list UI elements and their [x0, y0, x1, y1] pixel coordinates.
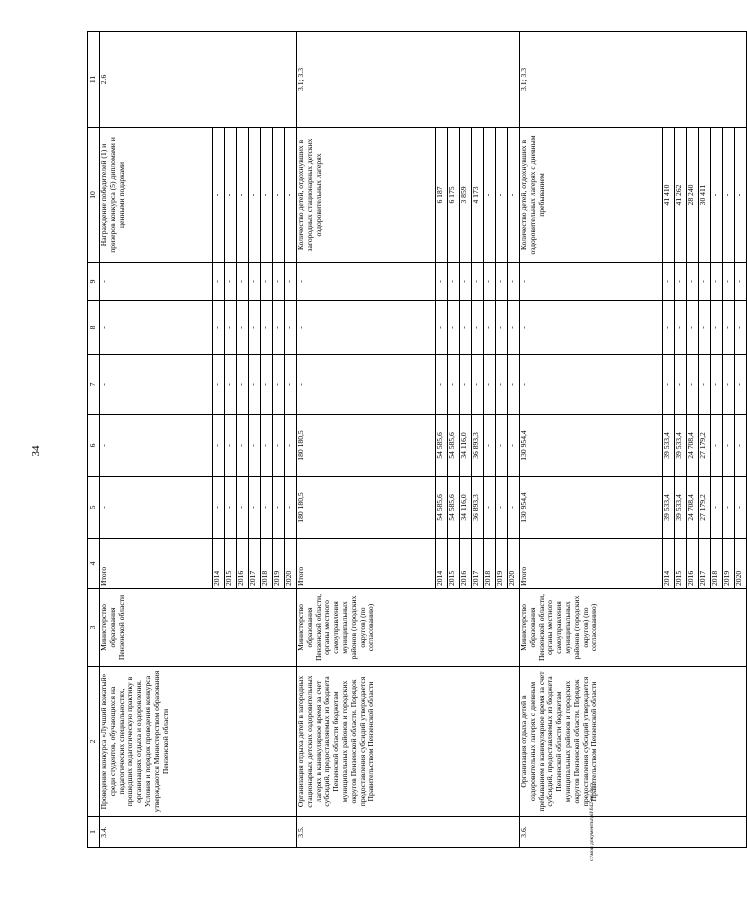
year-label: 2017 — [699, 539, 711, 589]
year-c8: - — [508, 301, 520, 355]
measure-row — [297, 32, 436, 848]
year-c8: - — [687, 301, 699, 355]
total-label: Итого — [100, 539, 213, 589]
year-c7: - — [663, 355, 675, 415]
column-number: 6 — [88, 415, 100, 477]
table-body — [88, 32, 747, 848]
year-c9: - — [436, 263, 448, 301]
year-c9: - — [484, 263, 496, 301]
year-c8: - — [285, 301, 297, 355]
year-label: 2014 — [436, 539, 448, 589]
year-c6: 34 116,0 — [460, 415, 472, 477]
year-c6: - — [249, 415, 261, 477]
year-c9: - — [273, 263, 285, 301]
year-c9: - — [496, 263, 508, 301]
year-c9: - — [261, 263, 273, 301]
year-label: 2015 — [448, 539, 460, 589]
year-c6: - — [496, 415, 508, 477]
year-c5: - — [711, 477, 723, 539]
year-c6: 54 585,6 — [448, 415, 460, 477]
total-c8: - — [520, 301, 663, 355]
year-c6: - — [508, 415, 520, 477]
year-c8: - — [237, 301, 249, 355]
year-c9: - — [699, 263, 711, 301]
year-c7: - — [261, 355, 273, 415]
year-c7: - — [213, 355, 225, 415]
year-label: 2019 — [273, 539, 285, 589]
year-c7: - — [687, 355, 699, 415]
year-c5: - — [213, 477, 225, 539]
year-c5: - — [496, 477, 508, 539]
year-c7: - — [285, 355, 297, 415]
year-c8: - — [735, 301, 747, 355]
year-c6: - — [273, 415, 285, 477]
year-c7: - — [237, 355, 249, 415]
year-c5: - — [508, 477, 520, 539]
year-c10: 41 410 — [663, 128, 675, 263]
column-number: 4 — [88, 539, 100, 589]
total-label: Итого — [297, 539, 436, 589]
column-number: 11 — [88, 32, 100, 128]
program-table — [87, 31, 747, 848]
year-label: 2016 — [237, 539, 249, 589]
year-c10: 6 175 — [448, 128, 460, 263]
year-c9: - — [663, 263, 675, 301]
goal-link: 3.1; 3.3 — [520, 32, 747, 128]
year-label: 2018 — [261, 539, 273, 589]
year-label: 2017 — [472, 539, 484, 589]
year-label: 2017 — [249, 539, 261, 589]
year-c10: 28 240 — [687, 128, 699, 263]
total-c5: 130 954,4 — [520, 477, 663, 539]
measure-row — [100, 32, 213, 848]
footer-file-path: c:\мои документы\pil\642-пп.docx — [589, 782, 595, 861]
year-c6: - — [711, 415, 723, 477]
year-c7: - — [448, 355, 460, 415]
year-c6: 27 179,2 — [699, 415, 711, 477]
year-c5: 39 533,4 — [675, 477, 687, 539]
total-c9: - — [297, 263, 436, 301]
year-label: 2015 — [225, 539, 237, 589]
column-number: 9 — [88, 263, 100, 301]
year-c6: 54 585,6 — [436, 415, 448, 477]
year-c7: - — [508, 355, 520, 415]
year-c6: - — [723, 415, 735, 477]
year-c5: 54 585,6 — [448, 477, 460, 539]
year-c9: - — [460, 263, 472, 301]
year-c10: - — [508, 128, 520, 263]
year-c10: - — [496, 128, 508, 263]
year-c7: - — [225, 355, 237, 415]
year-c10: - — [484, 128, 496, 263]
indicator-name: Награждение победителей (1) и призеров конкурса (5) дипломами и ценными подарками — [100, 128, 213, 263]
year-c7: - — [249, 355, 261, 415]
total-c9: - — [100, 263, 213, 301]
year-c6: 24 708,4 — [687, 415, 699, 477]
year-c5: - — [285, 477, 297, 539]
year-c10: - — [237, 128, 249, 263]
goal-link: 2.6 — [100, 32, 297, 128]
year-c5: 39 533,4 — [663, 477, 675, 539]
year-c5: 54 585,6 — [436, 477, 448, 539]
measure-name: Организация отдыха детей в загородных стационарных детских оздоровительных лагерях в каникулярное время за счет субсидий, предоставляемых из бюджета Пензенской области бюджетам муниципальных районов и городских округов Пензенской области. Порядок предоставления субсидий утверждается Правительством Пензенской области — [297, 667, 520, 817]
year-c6: 39 533,4 — [675, 415, 687, 477]
year-c8: - — [273, 301, 285, 355]
year-c10: 30 411 — [699, 128, 711, 263]
measure-executor: Министерство образования Пензенской области, органы местного самоуправления муниципальных районов (городских округов) (по согласованию) — [520, 589, 747, 667]
year-c7: - — [699, 355, 711, 415]
year-c7: - — [436, 355, 448, 415]
total-c6: 130 954,4 — [520, 415, 663, 477]
year-c10: 4 173 — [472, 128, 484, 263]
year-c7: - — [735, 355, 747, 415]
year-c10: 41 262 — [675, 128, 687, 263]
year-c10: - — [723, 128, 735, 263]
year-label: 2020 — [285, 539, 297, 589]
year-c9: - — [249, 263, 261, 301]
year-label: 2016 — [460, 539, 472, 589]
year-c7: - — [273, 355, 285, 415]
year-c9: - — [723, 263, 735, 301]
year-c6: 39 533,4 — [663, 415, 675, 477]
year-c7: - — [472, 355, 484, 415]
total-c6: 180 180,5 — [297, 415, 436, 477]
year-c5: - — [225, 477, 237, 539]
page-number: 34 — [30, 445, 42, 457]
year-c10: - — [735, 128, 747, 263]
year-c5: - — [249, 477, 261, 539]
year-label: 2020 — [735, 539, 747, 589]
measure-number: 3.5. — [297, 817, 520, 848]
year-c8: - — [675, 301, 687, 355]
year-c10: 6 187 — [436, 128, 448, 263]
year-c9: - — [735, 263, 747, 301]
goal-link: 3.1; 3.3 — [297, 32, 520, 128]
year-c7: - — [675, 355, 687, 415]
year-c5: - — [237, 477, 249, 539]
year-c5: 36 893,3 — [472, 477, 484, 539]
year-label: 2019 — [723, 539, 735, 589]
total-c9: - — [520, 263, 663, 301]
year-c5: - — [723, 477, 735, 539]
year-label: 2019 — [496, 539, 508, 589]
year-c8: - — [699, 301, 711, 355]
year-c9: - — [711, 263, 723, 301]
year-label: 2016 — [687, 539, 699, 589]
column-number: 2 — [88, 667, 100, 817]
column-number: 10 — [88, 128, 100, 263]
year-c7: - — [723, 355, 735, 415]
column-number: 8 — [88, 301, 100, 355]
year-label: 2014 — [663, 539, 675, 589]
year-c6: - — [484, 415, 496, 477]
year-c6: - — [285, 415, 297, 477]
year-c9: - — [508, 263, 520, 301]
total-c7: - — [520, 355, 663, 415]
year-c7: - — [460, 355, 472, 415]
year-c8: - — [484, 301, 496, 355]
year-c8: - — [436, 301, 448, 355]
year-c6: - — [213, 415, 225, 477]
year-c9: - — [213, 263, 225, 301]
year-c8: - — [723, 301, 735, 355]
year-label: 2020 — [508, 539, 520, 589]
measure-number: 3.4. — [100, 817, 297, 848]
year-c9: - — [237, 263, 249, 301]
year-label: 2014 — [213, 539, 225, 589]
year-c9: - — [675, 263, 687, 301]
year-c10: - — [273, 128, 285, 263]
year-c5: - — [735, 477, 747, 539]
year-c6: - — [261, 415, 273, 477]
year-c10: - — [249, 128, 261, 263]
measure-executor: Министерство образования Пензенской области, органы местного самоуправления муниципальных районов (городских округов) (по согласованию) — [297, 589, 520, 667]
year-c8: - — [261, 301, 273, 355]
year-c8: - — [472, 301, 484, 355]
column-number-row — [88, 32, 100, 848]
measure-row — [520, 32, 663, 848]
total-c6: - — [100, 415, 213, 477]
indicator-name: Количество детей, отдохнувших в загородных стационарных детских оздоровительных лагерях — [297, 128, 436, 263]
column-number: 1 — [88, 817, 100, 848]
year-c5: 27 179,2 — [699, 477, 711, 539]
year-c10: - — [285, 128, 297, 263]
year-label: 2018 — [711, 539, 723, 589]
measure-number: 3.6. — [520, 817, 747, 848]
year-c5: 24 708,4 — [687, 477, 699, 539]
total-c8: - — [297, 301, 436, 355]
measure-executor: Министерство образования Пензенской области — [100, 589, 297, 667]
total-c7: - — [100, 355, 213, 415]
year-c9: - — [687, 263, 699, 301]
year-c8: - — [213, 301, 225, 355]
year-c5: 34 116,0 — [460, 477, 472, 539]
year-c8: - — [663, 301, 675, 355]
year-c8: - — [496, 301, 508, 355]
year-label: 2018 — [484, 539, 496, 589]
year-c5: - — [273, 477, 285, 539]
year-c8: - — [460, 301, 472, 355]
year-c6: - — [237, 415, 249, 477]
year-c10: - — [261, 128, 273, 263]
year-c10: - — [225, 128, 237, 263]
year-c10: 3 859 — [460, 128, 472, 263]
total-c5: - — [100, 477, 213, 539]
year-c8: - — [711, 301, 723, 355]
year-c8: - — [249, 301, 261, 355]
indicator-name: Количество детей, отдохнувших в оздоровительных лагерях с дневным пребыванием — [520, 128, 663, 263]
total-label: Итого — [520, 539, 663, 589]
measure-name: Организация отдыха детей в оздоровительных лагерях с дневным пребыванием в каникулярное время за счет субсидий, предоставляемых из бюджета Пензенской области бюджетам муниципальных районов и городских округов Пензенской области. Порядок предоставления субсидий утверждается Правительством Пензенской области — [520, 667, 747, 817]
year-c10: - — [213, 128, 225, 263]
column-number: 7 — [88, 355, 100, 415]
year-label: 2015 — [675, 539, 687, 589]
year-c5: - — [261, 477, 273, 539]
column-number: 5 — [88, 477, 100, 539]
year-c7: - — [711, 355, 723, 415]
total-c5: 180 180,5 — [297, 477, 436, 539]
year-c7: - — [496, 355, 508, 415]
year-c9: - — [225, 263, 237, 301]
rotated-table-wrapper — [87, 32, 743, 848]
year-c8: - — [225, 301, 237, 355]
year-c7: - — [484, 355, 496, 415]
total-c8: - — [100, 301, 213, 355]
measure-name: Проведение конкурса «Лучший вожатый» среди студентов, обучающихся на педагогических специальностях, прошедших педагогическую практику в организациях отдыха и оздоровления. Условия и порядок проведения конкурса утверждаются Министерством образования Пензенской области — [100, 667, 297, 817]
column-number: 3 — [88, 589, 100, 667]
year-c8: - — [448, 301, 460, 355]
year-c6: 36 893,3 — [472, 415, 484, 477]
year-c9: - — [285, 263, 297, 301]
year-c6: - — [225, 415, 237, 477]
year-c6: - — [735, 415, 747, 477]
year-c5: - — [484, 477, 496, 539]
total-c7: - — [297, 355, 436, 415]
year-c9: - — [448, 263, 460, 301]
year-c9: - — [472, 263, 484, 301]
year-c10: - — [711, 128, 723, 263]
